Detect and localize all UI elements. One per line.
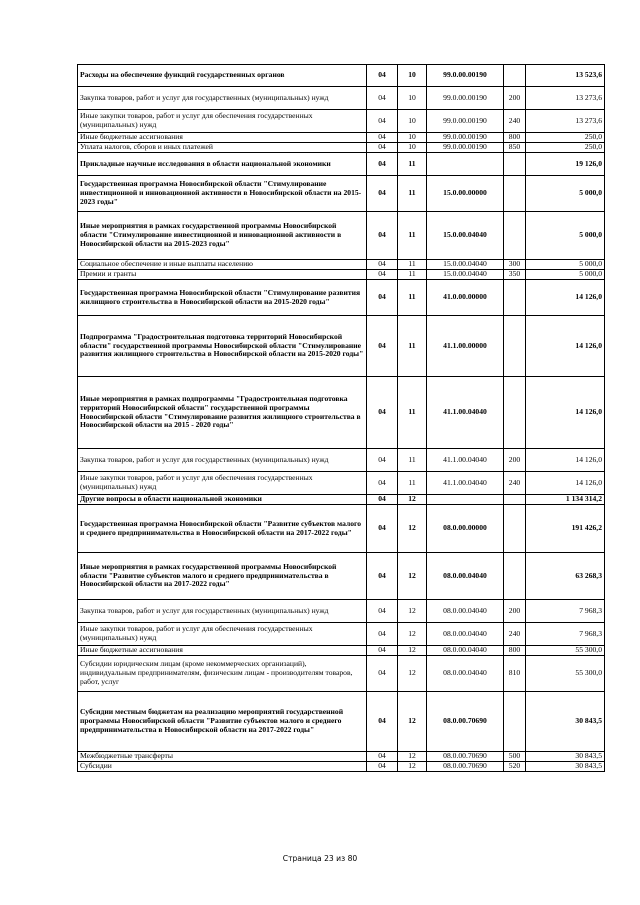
table-row	[78, 280, 605, 316]
subsection-code-cell: 12	[398, 656, 427, 692]
target-article-cell: 41.1.00.04040	[427, 449, 504, 472]
amount-cell: 7 968,3	[526, 600, 605, 623]
budget-table	[77, 64, 605, 772]
table-row	[78, 377, 605, 449]
target-article-cell: 41.1.00.04040	[427, 472, 504, 495]
section-code-cell: 04	[367, 692, 398, 752]
target-article-cell: 08.0.00.00000	[427, 505, 504, 553]
subsection-code-cell: 12	[398, 505, 427, 553]
table-row	[78, 110, 605, 133]
expense-name-cell: Иные мероприятия в рамках подпрограммы "Градостроительная подготовка территорий Новосибирской области" государственной программы Новосибирской области "Стимулирование развития жилищного строительства в Новосибирской области на 2015 - 2020 годы"	[78, 377, 367, 449]
expense-name-cell: Другие вопросы в области национальной экономики	[78, 495, 367, 505]
amount-cell: 5 000,0	[526, 270, 605, 280]
amount-cell: 14 126,0	[526, 377, 605, 449]
table-row	[78, 65, 605, 87]
amount-cell: 55 300,0	[526, 656, 605, 692]
expense-name-cell: Закупка товаров, работ и услуг для государственных (муниципальных) нужд	[78, 600, 367, 623]
target-article-cell: 99.0.00.00190	[427, 65, 504, 87]
target-article-cell: 08.0.00.04040	[427, 600, 504, 623]
subsection-code-cell: 11	[398, 316, 427, 377]
target-article-cell	[427, 153, 504, 176]
expense-name-cell: Прикладные научные исследования в области национальной экономики	[78, 153, 367, 176]
expense-type-cell	[504, 505, 526, 553]
subsection-code-cell: 10	[398, 143, 427, 153]
target-article-cell: 08.0.00.70690	[427, 692, 504, 752]
section-code-cell: 04	[367, 87, 398, 110]
amount-cell: 14 126,0	[526, 449, 605, 472]
expense-type-cell: 800	[504, 133, 526, 143]
expense-type-cell: 200	[504, 87, 526, 110]
expense-name-cell: Иные мероприятия в рамках государственной программы Новосибирской области "Стимулирование инвестиционной и инновационной активности в Новосибирской области на 2015-2023 годы"	[78, 212, 367, 260]
target-article-cell: 08.0.00.04040	[427, 656, 504, 692]
expense-name-cell: Субсидии местным бюджетам на реализацию мероприятий государственной программы Новосибирской области "Развитие субъектов малого и среднего предпринимательства в Новосибирской области на 2017-2022 годы"	[78, 692, 367, 752]
expense-type-cell: 800	[504, 646, 526, 656]
subsection-code-cell: 12	[398, 646, 427, 656]
expense-type-cell: 240	[504, 110, 526, 133]
expense-name-cell: Иные бюджетные ассигнования	[78, 133, 367, 143]
amount-cell: 7 968,3	[526, 623, 605, 646]
table-row	[78, 752, 605, 762]
expense-name-cell: Государственная программа Новосибирской области "Стимулирование развития жилищного строительства в Новосибирской области на 2015-2020 годы"	[78, 280, 367, 316]
subsection-code-cell: 12	[398, 752, 427, 762]
expense-type-cell	[504, 176, 526, 212]
section-code-cell: 04	[367, 212, 398, 260]
target-article-cell: 08.0.00.70690	[427, 762, 504, 772]
expense-name-cell: Субсидии юридическим лицам (кроме некоммерческих организаций), индивидуальным предпринимателям, физическим лицам - производителям товаров, работ, услуг	[78, 656, 367, 692]
table-row	[78, 472, 605, 495]
expense-type-cell	[504, 212, 526, 260]
page-number: Страница 23 из 80	[282, 854, 358, 863]
section-code-cell: 04	[367, 600, 398, 623]
expense-name-cell: Субсидии	[78, 762, 367, 772]
target-article-cell: 41.0.00.00000	[427, 280, 504, 316]
table-row	[78, 553, 605, 600]
target-article-cell: 15.0.00.04040	[427, 260, 504, 270]
expense-name-cell: Иные закупки товаров, работ и услуг для обеспечения государственных (муниципальных) нужд	[78, 472, 367, 495]
expense-name-cell: Закупка товаров, работ и услуг для государственных (муниципальных) нужд	[78, 449, 367, 472]
expense-name-cell: Иные закупки товаров, работ и услуг для обеспечения государственных (муниципальных) нужд	[78, 110, 367, 133]
expense-type-cell: 520	[504, 762, 526, 772]
section-code-cell: 04	[367, 495, 398, 505]
section-code-cell: 04	[367, 153, 398, 176]
target-article-cell: 99.0.00.00190	[427, 133, 504, 143]
section-code-cell: 04	[367, 377, 398, 449]
amount-cell: 55 300,0	[526, 646, 605, 656]
expense-type-cell: 500	[504, 752, 526, 762]
subsection-code-cell: 10	[398, 65, 427, 87]
table-row	[78, 270, 605, 280]
expense-type-cell: 200	[504, 600, 526, 623]
amount-cell: 1 134 314,2	[526, 495, 605, 505]
section-code-cell: 04	[367, 280, 398, 316]
expense-name-cell: Уплата налогов, сборов и иных платежей	[78, 143, 367, 153]
section-code-cell: 04	[367, 646, 398, 656]
expense-type-cell	[504, 65, 526, 87]
amount-cell: 14 126,0	[526, 472, 605, 495]
subsection-code-cell: 11	[398, 153, 427, 176]
subsection-code-cell: 11	[398, 176, 427, 212]
expense-type-cell: 200	[504, 449, 526, 472]
amount-cell: 30 843,5	[526, 692, 605, 752]
target-article-cell: 08.0.00.04040	[427, 553, 504, 600]
amount-cell: 13 273,6	[526, 110, 605, 133]
expense-name-cell: Подпрограмма "Градостроительная подготовка территорий Новосибирской области" государственной программы Новосибирской области "Стимулирование развития жилищного строительства в Новосибирской области на 2015-2020 годы"	[78, 316, 367, 377]
section-code-cell: 04	[367, 316, 398, 377]
section-code-cell: 04	[367, 472, 398, 495]
target-article-cell	[427, 495, 504, 505]
expense-name-cell: Закупка товаров, работ и услуг для государственных (муниципальных) нужд	[78, 87, 367, 110]
expense-type-cell	[504, 153, 526, 176]
expense-name-cell: Государственная программа Новосибирской области "Стимулирование инвестиционной и инновационной активности в Новосибирской области на 2015-2023 годы"	[78, 176, 367, 212]
amount-cell: 13 273,6	[526, 87, 605, 110]
table-row	[78, 87, 605, 110]
amount-cell: 5 000,0	[526, 176, 605, 212]
amount-cell: 30 843,5	[526, 762, 605, 772]
target-article-cell: 15.0.00.04040	[427, 270, 504, 280]
amount-cell: 191 426,2	[526, 505, 605, 553]
table-row	[78, 260, 605, 270]
section-code-cell: 04	[367, 762, 398, 772]
target-article-cell: 41.1.00.00000	[427, 316, 504, 377]
section-code-cell: 04	[367, 143, 398, 153]
target-article-cell: 08.0.00.04040	[427, 646, 504, 656]
expense-type-cell	[504, 316, 526, 377]
budget-table-body	[78, 65, 605, 772]
expense-name-cell: Государственная программа Новосибирской области "Развитие субъектов малого и среднего предпринимательства в Новосибирской области на 2017-2022 годы"	[78, 505, 367, 553]
subsection-code-cell: 11	[398, 260, 427, 270]
expense-name-cell: Иные бюджетные ассигнования	[78, 646, 367, 656]
subsection-code-cell: 11	[398, 270, 427, 280]
section-code-cell: 04	[367, 270, 398, 280]
section-code-cell: 04	[367, 260, 398, 270]
amount-cell: 30 843,5	[526, 752, 605, 762]
section-code-cell: 04	[367, 553, 398, 600]
amount-cell: 5 000,0	[526, 260, 605, 270]
subsection-code-cell: 10	[398, 110, 427, 133]
expense-type-cell	[504, 553, 526, 600]
section-code-cell: 04	[367, 505, 398, 553]
subsection-code-cell: 11	[398, 377, 427, 449]
amount-cell: 5 000,0	[526, 212, 605, 260]
expense-type-cell: 850	[504, 143, 526, 153]
subsection-code-cell: 12	[398, 692, 427, 752]
table-row	[78, 133, 605, 143]
table-row	[78, 495, 605, 505]
table-row	[78, 656, 605, 692]
section-code-cell: 04	[367, 176, 398, 212]
subsection-code-cell: 12	[398, 623, 427, 646]
expense-type-cell	[504, 280, 526, 316]
target-article-cell: 08.0.00.70690	[427, 752, 504, 762]
amount-cell: 19 126,0	[526, 153, 605, 176]
section-code-cell: 04	[367, 623, 398, 646]
expense-type-cell: 300	[504, 260, 526, 270]
table-row	[78, 316, 605, 377]
subsection-code-cell: 12	[398, 600, 427, 623]
subsection-code-cell: 11	[398, 280, 427, 316]
subsection-code-cell: 12	[398, 762, 427, 772]
table-row	[78, 176, 605, 212]
amount-cell: 13 523,6	[526, 65, 605, 87]
amount-cell: 14 126,0	[526, 280, 605, 316]
expense-name-cell: Премии и гранты	[78, 270, 367, 280]
expense-name-cell: Иные закупки товаров, работ и услуг для обеспечения государственных (муниципальных) нужд	[78, 623, 367, 646]
section-code-cell: 04	[367, 133, 398, 143]
table-row	[78, 212, 605, 260]
expense-name-cell: Социальное обеспечение и иные выплаты населению	[78, 260, 367, 270]
expense-type-cell	[504, 377, 526, 449]
subsection-code-cell: 12	[398, 553, 427, 600]
table-row	[78, 153, 605, 176]
table-row	[78, 692, 605, 752]
table-row	[78, 143, 605, 153]
subsection-code-cell: 12	[398, 495, 427, 505]
subsection-code-cell: 11	[398, 212, 427, 260]
table-row	[78, 600, 605, 623]
target-article-cell: 99.0.00.00190	[427, 143, 504, 153]
target-article-cell: 15.0.00.04040	[427, 212, 504, 260]
table-row	[78, 646, 605, 656]
expense-name-cell: Межбюджетные трансферты	[78, 752, 367, 762]
expense-type-cell	[504, 692, 526, 752]
expense-type-cell	[504, 495, 526, 505]
target-article-cell: 41.1.00.04040	[427, 377, 504, 449]
section-code-cell: 04	[367, 65, 398, 87]
amount-cell: 14 126,0	[526, 316, 605, 377]
subsection-code-cell: 10	[398, 133, 427, 143]
expense-type-cell: 240	[504, 472, 526, 495]
section-code-cell: 04	[367, 110, 398, 133]
target-article-cell: 15.0.00.00000	[427, 176, 504, 212]
table-row	[78, 623, 605, 646]
subsection-code-cell: 11	[398, 472, 427, 495]
target-article-cell: 99.0.00.00190	[427, 87, 504, 110]
amount-cell: 63 268,3	[526, 553, 605, 600]
expense-name-cell: Расходы на обеспечение функций государственных органов	[78, 65, 367, 87]
table-row	[78, 449, 605, 472]
expense-type-cell: 350	[504, 270, 526, 280]
section-code-cell: 04	[367, 752, 398, 762]
subsection-code-cell: 10	[398, 87, 427, 110]
expense-name-cell: Иные мероприятия в рамках государственной программы Новосибирской области "Развитие субъектов малого и среднего предпринимательства в Новосибирской области на 2017-2022 годы"	[78, 553, 367, 600]
target-article-cell: 08.0.00.04040	[427, 623, 504, 646]
amount-cell: 250,0	[526, 143, 605, 153]
table-row	[78, 505, 605, 553]
section-code-cell: 04	[367, 656, 398, 692]
target-article-cell: 99.0.00.00190	[427, 110, 504, 133]
expense-type-cell: 810	[504, 656, 526, 692]
amount-cell: 250,0	[526, 133, 605, 143]
subsection-code-cell: 11	[398, 449, 427, 472]
table-row	[78, 762, 605, 772]
expense-type-cell: 240	[504, 623, 526, 646]
section-code-cell: 04	[367, 449, 398, 472]
